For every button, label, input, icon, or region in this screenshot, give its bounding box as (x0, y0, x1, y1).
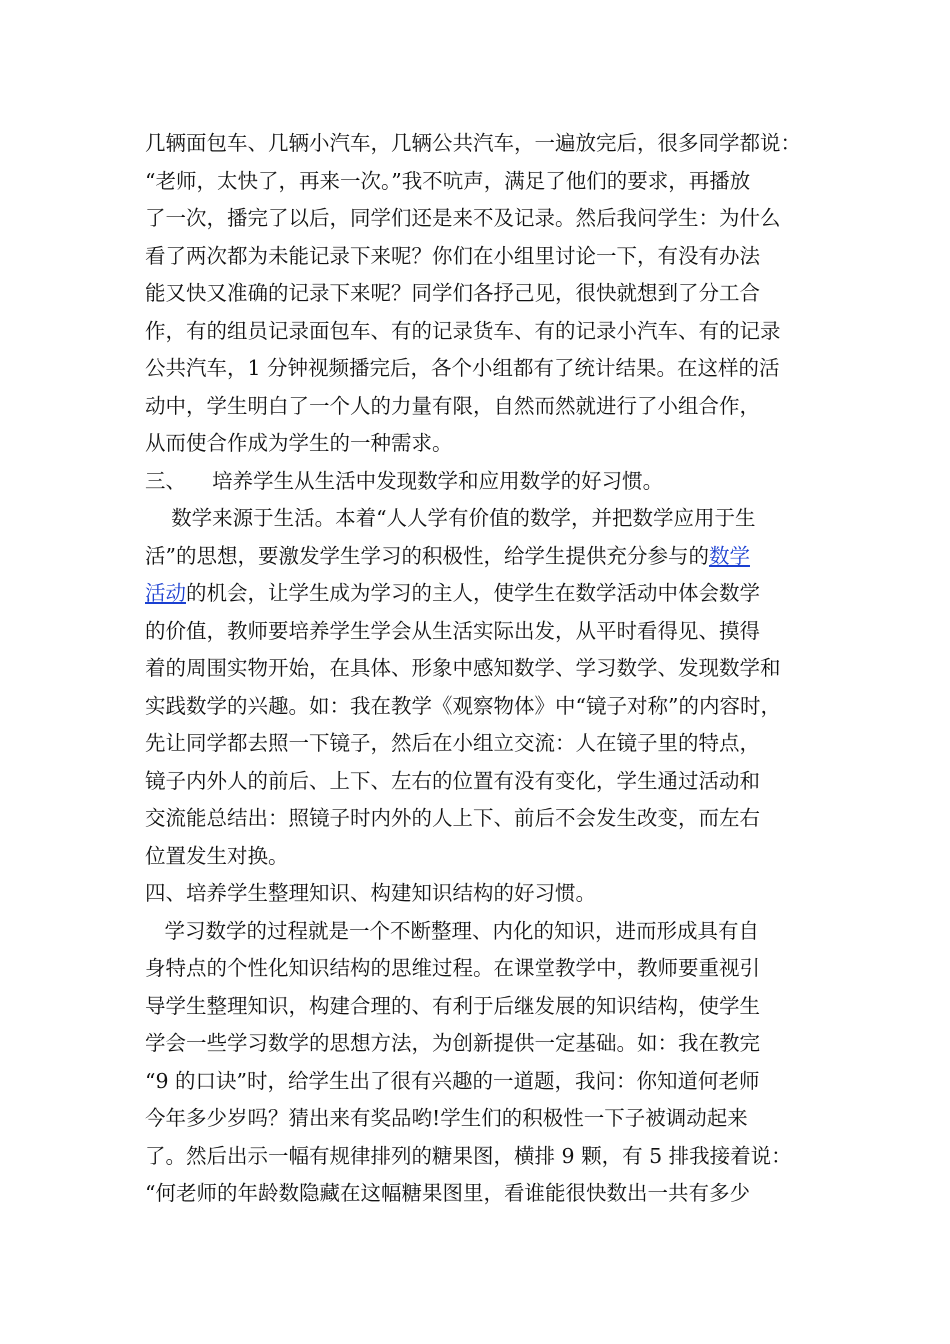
text-line: 学会一些学习数学的思想方法，为创新提供一定基础。如：我在教完 (145, 1031, 760, 1055)
text-line: 了一次，播完了以后，同学们还是来不及记录。然后我问学生：为什么 (145, 206, 781, 230)
text-line: 身特点的个性化知识结构的思维过程。在课堂教学中，教师要重视引 (145, 956, 760, 980)
text-segment: 活”的思想，要激发学生学习的积极性，给学生提供充分参与的 (145, 543, 709, 568)
text-line (145, 538, 815, 576)
text-line: 作，有的组员记录面包车、有的记录货车、有的记录小汽车、有的记录 (145, 318, 781, 343)
section-heading-3: 三、 培养学生从生活中发现数学和应用数学的好习惯。 (145, 468, 664, 493)
document-page (145, 125, 815, 1213)
text-line: 了。然后出示一幅有规律排列的糖果图，横排 9 颗，有 5 排我接着说： (145, 1143, 792, 1168)
text-line: 镜子内外人的前后、上下、左右的位置有没有变化，学生通过活动和 (145, 768, 760, 793)
text-line: “老师，太快了，再来一次。”我不吭声，满足了他们的要求，再播放 (145, 168, 751, 193)
text-line: 能又快又准确的记录下来呢？同学们各抒己见，很快就想到了分工合 (145, 281, 760, 305)
text-line: 的价值，教师要培养学生学会从生活实际出发，从平时看得见、摸得 (145, 618, 760, 643)
text-segment: 的机会，让学生成为学习的主人，使学生在数学活动中体会数学 (186, 581, 760, 605)
text-line: “9 的口诀”时，给学生出了很有兴趣的一道题，我问：你知道何老师 (145, 1068, 760, 1093)
text-line (145, 575, 815, 613)
text-line: 动中，学生明白了一个人的力量有限，自然而然就进行了小组合作， (145, 393, 760, 418)
text-line: 导学生整理知识，构建合理的、有利于后继发展的知识结构，使学生 (145, 993, 760, 1018)
link-math-activity-part2[interactable]: 活动 (145, 581, 186, 605)
text-line: 交流能总结出：照镜子时内外的人上下、前后不会发生改变，而左右 (145, 806, 760, 830)
text-line: 先让同学都去照一下镜子，然后在小组立交流：人在镜子里的特点， (145, 731, 760, 755)
link-math-activity-part1[interactable]: 数学 (708, 543, 750, 568)
text-line: 位置发生对换。 (145, 843, 289, 868)
text-line: 看了两次都为未能记录下来呢？你们在小组里讨论一下，有没有办法 (145, 243, 760, 268)
text-line: 今年多少岁吗？猜出来有奖品哟!学生们的积极性一下子被调动起来 (145, 1106, 748, 1130)
text-line: 实践数学的兴趣。如：我在教学《观察物体》中“镜子对称”的内容时， (145, 693, 781, 718)
text-line: 从而使合作成为学生的一种需求。 (145, 431, 453, 455)
text-line: 公共汽车，1 分钟视频播完后，各个小组都有了统计结果。在这样的活 (145, 356, 780, 380)
text-line: 着的周围实物开始，在具体、形象中感知数学、学习数学、发现数学和 (145, 656, 781, 680)
text-line: “何老师的年龄数隐藏在这幅糖果图里，看谁能很快数出一共有多少 (145, 1181, 750, 1205)
text-line: 学习数学的过程就是一个不断整理、内化的知识，进而形成具有自 (145, 918, 760, 943)
section-heading-4: 四、培养学生整理知识、构建知识结构的好习惯。 (145, 881, 596, 905)
text-line: 几辆面包车、几辆小汽车，几辆公共汽车，一遍放完后，很多同学都说： (145, 131, 801, 155)
text-line: 数学来源于生活。本着“人人学有价值的数学，并把数学应用于生 (145, 506, 756, 530)
